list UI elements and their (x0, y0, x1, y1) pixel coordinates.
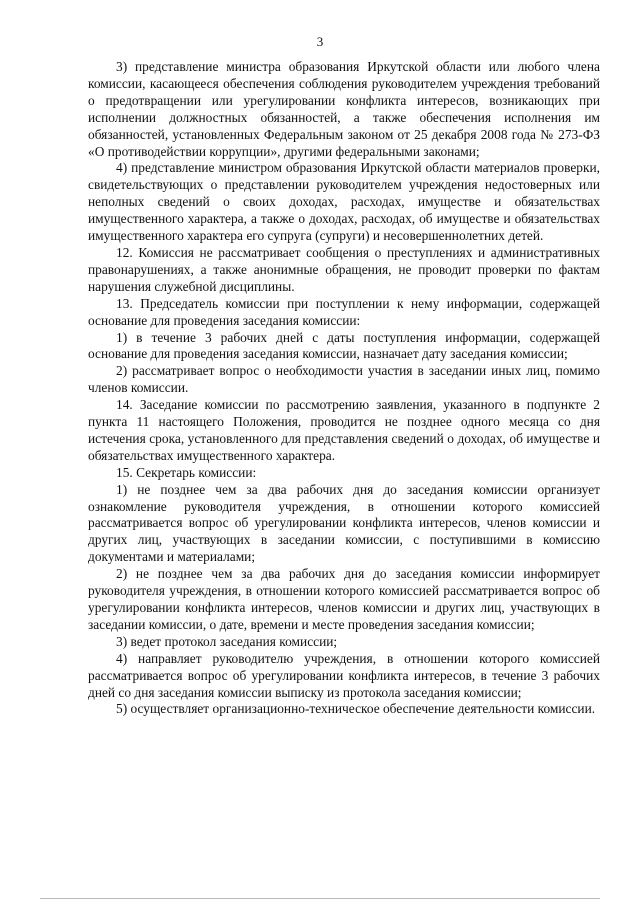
paragraph-clause-15-item-4: 4) направляет руководителю учреждения, в отношении которого комиссией рассматривается вопрос об урегулировании конфликта интересов, в течение 3 рабочих дней со дня заседания комиссии выписку из протокола заседания комиссии; (88, 650, 600, 700)
page-number: 3 (316, 34, 324, 49)
paragraph-clause-15: 15. Секретарь комиссии: (116, 464, 257, 480)
paragraph-clause-13-item-1: 1) в течение 3 рабочих дней с даты поступления информации, содержащей основание для проведения заседания комиссии, назначает дату заседания комиссии; (88, 329, 600, 362)
paragraph-clause-12: 12. Комиссия не рассматривает сообщения о преступлениях и административных правонарушениях, а также анонимные обращения, не проводит проверки по фактам нарушения служебной дисциплины. (88, 244, 600, 294)
paragraph-clause-13-item-2: 2) рассматривает вопрос о необходимости участия в заседании иных лиц, помимо членов комиссии. (88, 363, 600, 396)
paragraph-clause-15-item-2: 2) не позднее чем за два рабочих дня до заседания комиссии информирует руководителя учреждения, в отношении которого комиссией рассматривается вопрос об урегулировании конфликта интересов, членов комиссии и других лиц, участвующих в заседании комиссии, о дате, времени и месте проведения заседания комиссии; (88, 566, 600, 632)
document-body (88, 59, 600, 718)
paragraph-clause-13: 13. Председатель комиссии при поступлении к нему информации, содержащей основание для проведения заседания комиссии: (88, 295, 600, 328)
paragraph-item-3: 3) представление министра образования Иркутской области или любого члена комиссии, касающееся обеспечения соблюдения руководителем учреждения требований о предотвращении или урегулировании конфликта интересов, возникающих при исполнении должностных обязанностей, а также обеспечения исполнения им обязанностей, установленных Федеральным законом от 25 декабря 2008 года № 273-ФЗ «О противодействии коррупции», другими федеральными законами; (88, 59, 600, 159)
paragraph-clause-15-item-1: 1) не позднее чем за два рабочих дня до заседания комиссии организует ознакомление руководителя учреждения, в отношении которого комиссией рассматривается вопрос об урегулировании конфликта интересов, членов комиссии и других лиц, участвующих в заседании комиссии, с поступившими в комиссию документами и материалами; (88, 481, 600, 565)
paragraph-clause-15-item-3: 3) ведет протокол заседания комиссии; (116, 633, 338, 649)
paragraph-clause-14: 14. Заседание комиссии по рассмотрению заявления, указанного в подпункте 2 пункта 11 настоящего Положения, проводится не позднее одного месяца со дня истечения срока, установленного для представления сведений о доходах, об имуществе и обязательствах имущественного характера. (88, 397, 600, 463)
paragraph-clause-15-item-5: 5) осуществляет организационно-техническое обеспечение деятельности комиссии. (116, 701, 596, 717)
paragraph-item-4: 4) представление министром образования Иркутской области материалов проверки, свидетельствующих о представлении руководителем учреждения недостоверных или неполных сведений о своих доходах, расходах, имуществе и обязательствах имущественного характера, а также о доходах, расходах, об имуществе и обязательствах имущественного характера его супруга (супруги) и несовершеннолетних детей. (88, 160, 600, 244)
scan-edge-line (40, 898, 600, 899)
